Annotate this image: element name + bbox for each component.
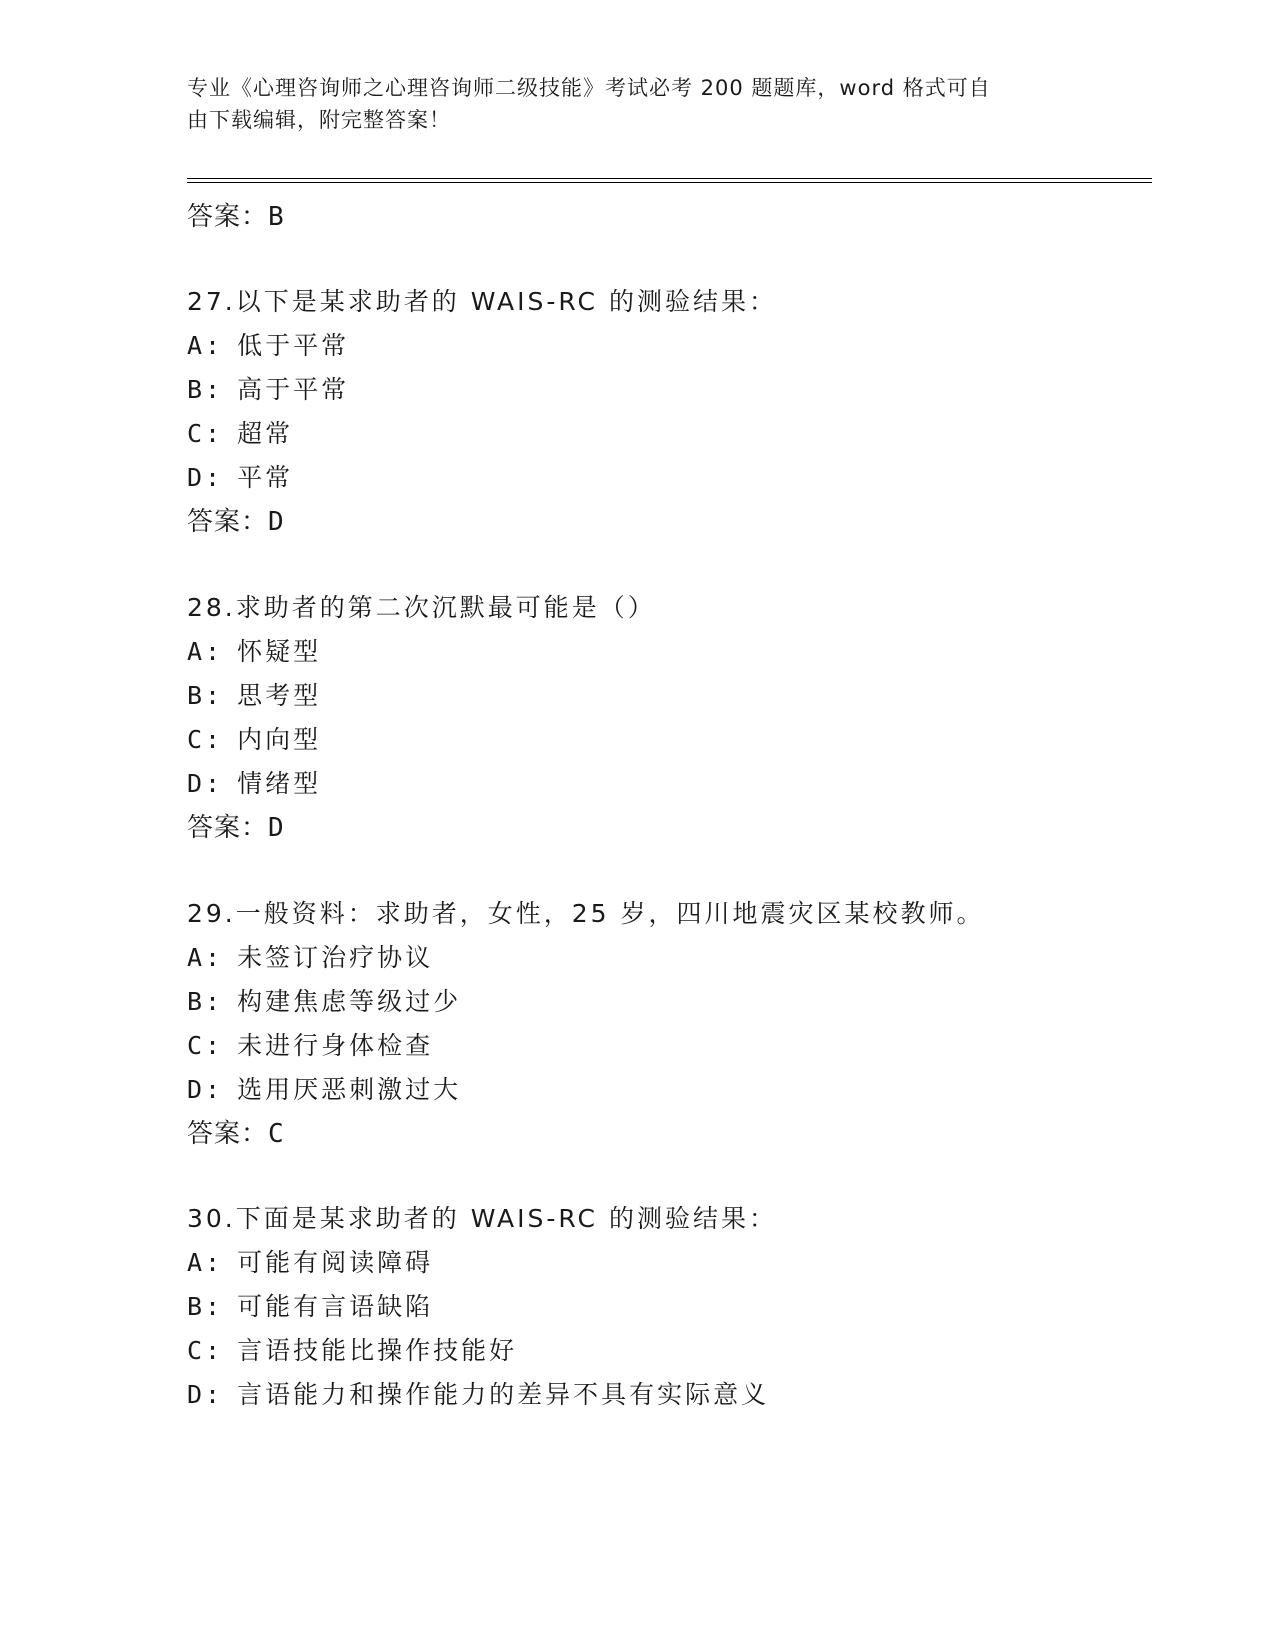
option-letter: A: [187,331,224,360]
question-30: 30.下面是某求助者的 WAIS-RC 的测验结果： [187,1204,777,1233]
option-letter: B: [187,681,224,710]
option-30-d [187,1375,769,1411]
option-29-a [187,938,433,974]
option-text: 思考型 [237,681,322,710]
option-text: 高于平常 [237,375,350,404]
option-27-c [187,414,293,450]
option-28-a [187,632,321,668]
option-text: 情绪型 [237,769,322,798]
document-header [187,72,1067,136]
option-27-d [187,458,293,494]
option-text: 可能有言语缺陷 [237,1292,434,1321]
option-text: 选用厌恶刺激过大 [237,1075,462,1104]
answer-value: D [268,507,285,537]
option-30-c [187,1331,517,1367]
option-27-b [187,370,349,406]
header-divider-top [187,178,1152,179]
option-text: 未进行身体检查 [237,1031,434,1060]
answer-line [187,196,285,233]
option-text: 言语能力和操作能力的差异不具有实际意义 [237,1380,770,1409]
answer-line [187,807,285,844]
option-27-a [187,326,349,362]
option-letter: C: [187,419,224,448]
answer-line [187,1113,285,1150]
option-letter: A: [187,637,224,666]
option-text: 未签订治疗协议 [237,943,434,972]
answer-value: C [268,1119,285,1149]
option-text: 可能有阅读障碍 [237,1248,434,1277]
option-letter: D: [187,1075,224,1104]
option-text: 超常 [237,419,294,448]
option-30-b [187,1287,433,1323]
option-letter: A: [187,1248,224,1277]
option-28-b [187,676,321,712]
option-text: 怀疑型 [237,637,322,666]
option-28-d [187,764,321,800]
answer-value: D [268,813,285,843]
option-letter: C: [187,1336,224,1365]
answer-label: 答案： [187,1119,269,1149]
option-letter: D: [187,463,224,492]
question-29: 29.一般资料：求助者，女性，25 岁，四川地震灾区某校教师。 [187,899,985,928]
option-text: 平常 [237,463,294,492]
question-28: 28.求助者的第二次沉默最可能是（） [187,593,656,622]
option-letter: B: [187,375,224,404]
option-letter: A: [187,943,224,972]
option-text: 构建焦虑等级过少 [237,987,462,1016]
answer-label: 答案： [187,507,269,537]
answer-label: 答案： [187,813,269,843]
option-letter: B: [187,987,224,1016]
header-divider-bottom [187,182,1152,183]
answer-value: B [268,202,285,232]
option-letter: C: [187,1031,224,1060]
option-letter: B: [187,1292,224,1321]
option-letter: D: [187,1380,224,1409]
option-29-c [187,1026,433,1062]
answer-line [187,501,285,538]
header-line-1: 专业《心理咨询师之心理咨询师二级技能》考试必考 200 题题库，word 格式可自 [187,76,991,100]
option-text: 言语技能比操作技能好 [237,1336,518,1365]
option-29-b [187,982,461,1018]
question-27: 27.以下是某求助者的 WAIS-RC 的测验结果： [187,287,777,316]
option-30-a [187,1243,433,1279]
answer-label: 答案： [187,202,269,232]
option-29-d [187,1070,461,1106]
header-line-2: 由下载编辑，附完整答案！ [187,108,451,132]
option-text: 低于平常 [237,331,350,360]
option-text: 内向型 [237,725,322,754]
option-28-c [187,720,321,756]
option-letter: C: [187,725,224,754]
option-letter: D: [187,769,224,798]
